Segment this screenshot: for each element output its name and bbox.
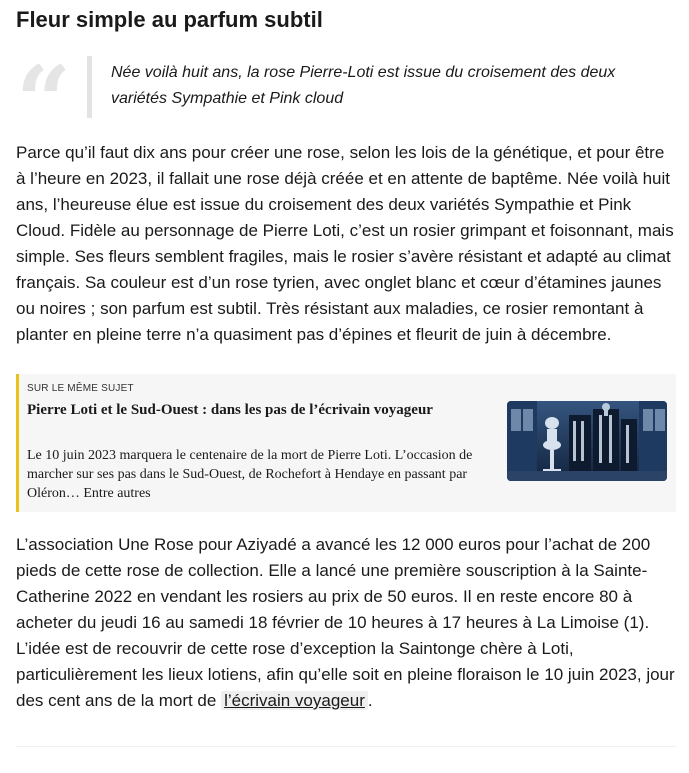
- paragraph-2-end: .: [367, 691, 373, 710]
- related-article-thumbnail[interactable]: [507, 401, 667, 481]
- article-paragraph-1: Parce qu’il faut dix ans pour créer une rose, selon les lois de la génétique, et pour être à l’heure en 2023, il fallait une rose déjà créée et en attente de baptême. Née voilà huit ans, l’heureuse élue est issue du croisement des deux variétés Sympathie et Pink Cloud. Fidèle au personnage de Pierre Loti, c’est un rosier grimpant et foisonnant, mais simple. Ses fleurs semblent fragiles, mais le rosier s’avère résistant et adapté au climat français. Sa couleur est d’un rose tyrien, avec onglet blanc et cœur d’étamines jaunes ou noires ; son parfum est subtil. Très résistant aux maladies, ce rosier remontant à planter en pleine terre n’a quasiment pas d’épines et fleurit de juin à décembre.: [16, 143, 674, 344]
- quote-mark-icon: “: [16, 54, 72, 114]
- pull-quote: [16, 56, 676, 118]
- ecrivain-voyageur-link[interactable]: l’écrivain voyageur: [221, 691, 368, 710]
- quote-divider: [87, 56, 92, 118]
- article: [16, 0, 676, 714]
- related-article-card[interactable]: [16, 374, 676, 512]
- related-article-description: Le 10 juin 2023 marquera le centenaire de la mort de Pierre Loti. L’occasion de marcher sur ses pas dans le Sud-Ouest, de Rochefort à Hendaye en passant par Oléron… Entre autres: [27, 448, 473, 501]
- bottom-divider: [16, 746, 676, 747]
- related-kicker: SUR LE MÊME SUJET: [27, 383, 134, 394]
- paragraph-2-text: L’association Une Rose pour Aziyadé a avancé les 12 000 euros pour l’achat de 200 pieds de cette rose de collection. Elle a lancé une première souscription à la Sainte-Catherine 2022 en vendant les rosiers au prix de 50 euros. Il en reste encore 80 à acheter du jeudi 16 au samedi 18 février de 10 heures à 17 heures à La Limoise (1). L’idée est de recouvrir de cette rose d’exception la Saintonge chère à Loti, particulièrement les lieux lotiens, afin qu’elle soit en pleine floraison le 10 juin 2023, jour des cent ans de la mort de: [16, 535, 675, 710]
- related-article-title-link[interactable]: Pierre Loti et le Sud-Ouest : dans les pas de l’écrivain voyageur: [27, 402, 433, 418]
- article-paragraph-2: [16, 532, 676, 714]
- monument-photo-icon: [507, 401, 667, 481]
- pull-quote-text: Née voilà huit ans, la rose Pierre-Loti est issue du croisement des deux variétés Sympathie et Pink cloud: [111, 64, 616, 107]
- section-heading: Fleur simple au parfum subtil: [16, 7, 323, 32]
